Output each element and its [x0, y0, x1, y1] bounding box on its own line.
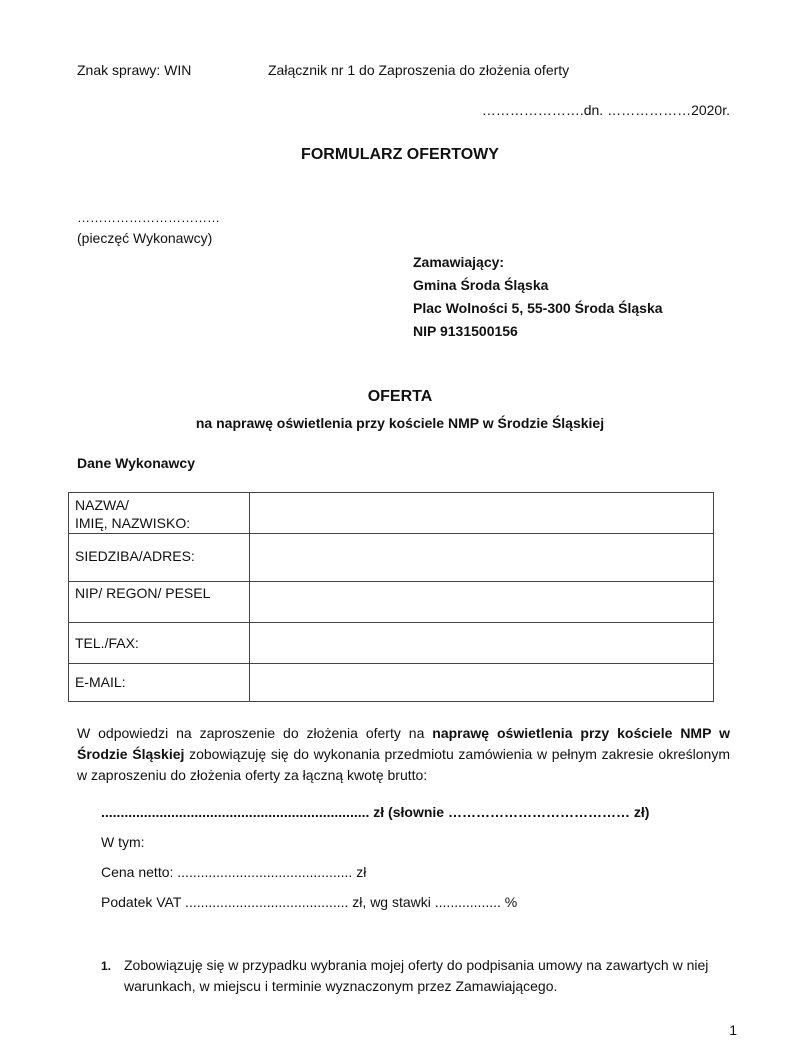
page-number: 1 [729, 1022, 737, 1038]
form-title: FORMULARZ OFERTOWY [301, 146, 499, 163]
offer-subtitle: na naprawę oświetlenia przy kościele NMP w Środzie Śląskiej [195, 415, 605, 431]
row-label [69, 623, 250, 664]
paragraph-text: W odpowiedzi na zaproszenie do złożenia oferty na [77, 725, 433, 741]
nip-regon-pesel-field[interactable] [250, 582, 714, 623]
table-row [69, 664, 714, 702]
net-price-line: Cena netto: ............................................. zł [101, 864, 367, 880]
gross-amount-line: ..................................................................... zł (słownie ………………………………… zł) [101, 804, 650, 820]
declaration-item [101, 955, 731, 997]
ordering-party-block [413, 251, 663, 343]
email-field[interactable] [250, 664, 714, 702]
table-row [69, 534, 714, 582]
ordering-party-address: Plac Wolności 5, 55-300 Środa Śląska [413, 300, 663, 316]
date-line: ………………….dn. ………………2020r. [481, 102, 730, 118]
including-label: W tym: [101, 834, 145, 850]
vat-line: Podatek VAT .......................................... zł, wg stawki ................. % [101, 894, 518, 910]
label-line: NIP/ REGON/ PESEL [75, 585, 211, 601]
offer-paragraph [77, 723, 730, 786]
declaration-text: Zobowiązuję się w przypadku wybrania mojej oferty do podpisania umowy na zawartych w niej warunkach, w miejscu i terminie wyznaczonym przez Zamawiającego. [124, 957, 709, 994]
offer-title: OFERTA [367, 388, 433, 405]
row-label [69, 582, 250, 623]
paragraph-bold-subject: naprawę oświetlenia przy kościele NMP w Środzie Śląskiej [77, 725, 730, 762]
label-line: IMIĘ, NAZWISKO: [75, 515, 191, 531]
ordering-party-name: Gmina Środa Śląska [413, 277, 549, 293]
name-field[interactable] [250, 493, 714, 534]
label-line: TEL./FAX: [75, 635, 139, 651]
row-label [69, 664, 250, 702]
declaration-number: 1. [101, 959, 112, 973]
phone-fax-field[interactable] [250, 623, 714, 664]
address-field[interactable] [250, 534, 714, 582]
contractor-section-heading: Dane Wykonawcy [77, 455, 196, 471]
row-label [69, 493, 250, 534]
ordering-party-heading: Zamawiający: [413, 254, 505, 270]
label-line: NAZWA/ [75, 497, 129, 513]
attachment-note: Załącznik nr 1 do Zaproszenia do złożenia oferty [268, 62, 570, 78]
label-line: SIEDZIBA/ADRES: [75, 548, 195, 564]
paragraph-text: zobowiązuję się do wykonania przedmiotu zamówienia w pełnym zakresie określonym w zaproszeniu do złożenia oferty za łączną kwotę brutto: [77, 746, 730, 783]
label-line: E-MAIL: [75, 674, 126, 690]
stamp-label: (pieczęć Wykonawcy) [77, 230, 213, 246]
table-row [69, 623, 714, 664]
table-row [69, 493, 714, 534]
contractor-data-table [68, 492, 714, 702]
table-row [69, 582, 714, 623]
row-label [69, 534, 250, 582]
case-reference: Znak sprawy: WIN [77, 62, 192, 78]
ordering-party-nip: NIP 9131500156 [413, 323, 518, 339]
stamp-dotted-line: …………………………… [77, 210, 220, 225]
